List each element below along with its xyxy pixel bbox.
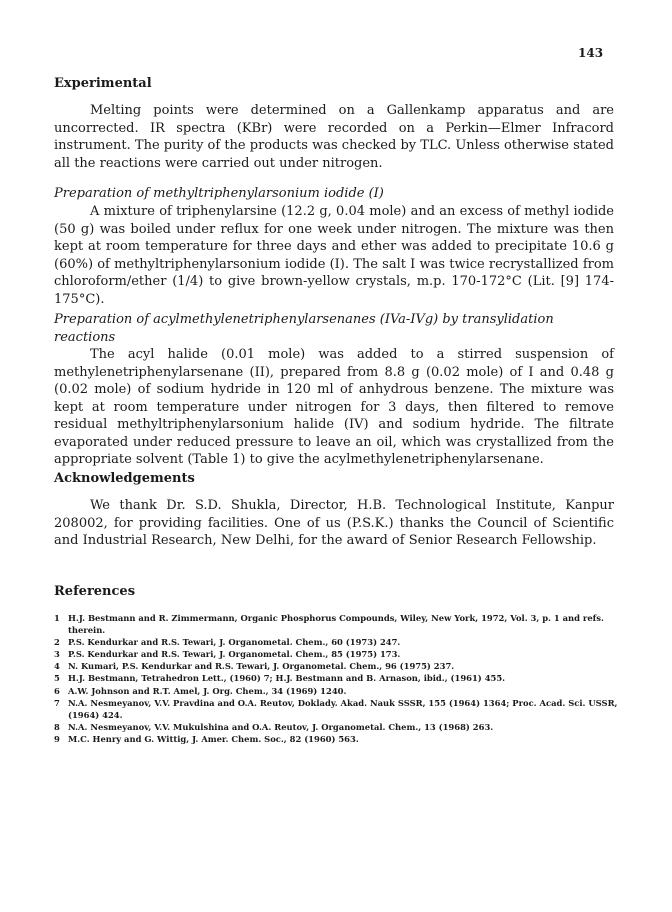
prep2-paragraph: The acyl halide (0.01 mole) was added to a stirred suspension of methylenetriphenylarsenane (II), prepared from 8.8 g (0.02 mole) of I and 0.48 g (0.02 mole) of sodium hydride in 120 ml of anhydrous benzene. The mixture was kept at room temperature under nitrogen for 3 days, then filtered to remove residual methyltriphenylarsonium halide (IV) and sodium hydride. The filtrate evaporated under reduced pressure to leave an oil, which was crystallized from the appropriate solvent (Table 1) to give the acylmethylenetriphenylarsenane. xyxy=(54,347,614,467)
acknowledgements-heading: Acknowledgements xyxy=(54,471,195,486)
reference-item xyxy=(54,672,620,684)
reference-text: H.J. Bestmann, Tetrahedron Lett., (1960) 7; H.J. Bestmann and B. Arnason, ibid., (1961) 455. xyxy=(68,673,506,684)
reference-item xyxy=(54,721,620,733)
reference-text: N.A. Nesmeyanov, V.V. Pravdina and O.A. Reutov, Doklady. Akad. Nauk SSSR, 155 (1964) 1364; Proc. Acad. Sci. USSR, (1964) 424. xyxy=(68,697,618,720)
reference-number: 2 xyxy=(54,637,60,648)
reference-item xyxy=(54,648,620,660)
reference-item xyxy=(54,685,620,697)
reference-number: 4 xyxy=(54,661,60,672)
reference-item xyxy=(54,612,620,636)
reference-number: 9 xyxy=(54,733,60,744)
reference-text: A.W. Johnson and R.T. Amel, J. Org. Chem., 34 (1969) 1240. xyxy=(68,685,347,696)
reference-number: 5 xyxy=(54,673,60,684)
prep1-paragraph: A mixture of triphenylarsine (12.2 g, 0.04 mole) and an excess of methyl iodide (50 g) was boiled under reflux for one week under nitrogen. The mixture was then kept at room temperature for three days and ether was added to precipitate 10.6 g (60%) of methyltriphenylarsonium iodide (I). The salt I was twice recrystallized from chloroform/ether (1/4) to give brown-yellow crystals, m.p. 170-172°C (Lit. [9] 174-175°C). xyxy=(54,204,614,307)
reference-text: M.C. Henry and G. Wittig, J. Amer. Chem. Soc., 82 (1960) 563. xyxy=(68,733,359,744)
reference-text: N.A. Nesmeyanov, V.V. Mukulshina and O.A. Reutov, J. Organometal. Chem., 13 (1968) 263. xyxy=(68,721,494,732)
prep1-heading: Preparation of methyltriphenylarsonium iodide (I) xyxy=(54,186,384,201)
reference-number: 7 xyxy=(54,697,60,708)
reference-text: P.S. Kendurkar and R.S. Tewari, J. Organometal. Chem., 85 (1975) 173. xyxy=(68,649,401,660)
reference-number: 8 xyxy=(54,721,60,732)
references-heading: References xyxy=(54,584,136,599)
experimental-paragraph: Melting points were determined on a Gallenkamp apparatus and are uncorrected. IR spectra (KBr) were recorded on a Perkin—Elmer Infracord instrument. The purity of the products was checked by TLC. Unless otherwise stated all the reactions were carried out under nitrogen. xyxy=(54,103,614,171)
experimental-heading: Experimental xyxy=(54,76,152,91)
reference-item xyxy=(54,636,620,648)
prep2-heading: Preparation of acylmethylenetriphenylarsenanes (IVa-IVg) by transylidation reactions xyxy=(54,312,554,345)
page-number: 143 xyxy=(578,46,604,60)
acknowledgements-paragraph: We thank Dr. S.D. Shukla, Director, H.B. Technological Institute, Kanpur 208002, for providing facilities. One of us (P.S.K.) thanks the Council of Scientific and Industrial Research, New Delhi, for the award of Senior Research Fellowship. xyxy=(54,498,614,548)
references-list xyxy=(54,612,620,745)
reference-number: 1 xyxy=(54,613,60,623)
reference-text: N. Kumari, P.S. Kendurkar and R.S. Tewari, J. Organometal. Chem., 96 (1975) 237. xyxy=(68,661,455,672)
reference-number: 6 xyxy=(54,685,60,696)
reference-item xyxy=(54,733,620,745)
reference-text: H.J. Bestmann and R. Zimmermann, Organic Phosphorus Compounds, Wiley, New York, 1972, Vol. 3, p. 1 and refs. therein. xyxy=(68,613,604,636)
reference-item xyxy=(54,660,620,672)
reference-number: 3 xyxy=(54,649,60,660)
reference-item xyxy=(54,697,620,721)
reference-text: P.S. Kendurkar and R.S. Tewari, J. Organometal. Chem., 60 (1973) 247. xyxy=(68,637,401,648)
